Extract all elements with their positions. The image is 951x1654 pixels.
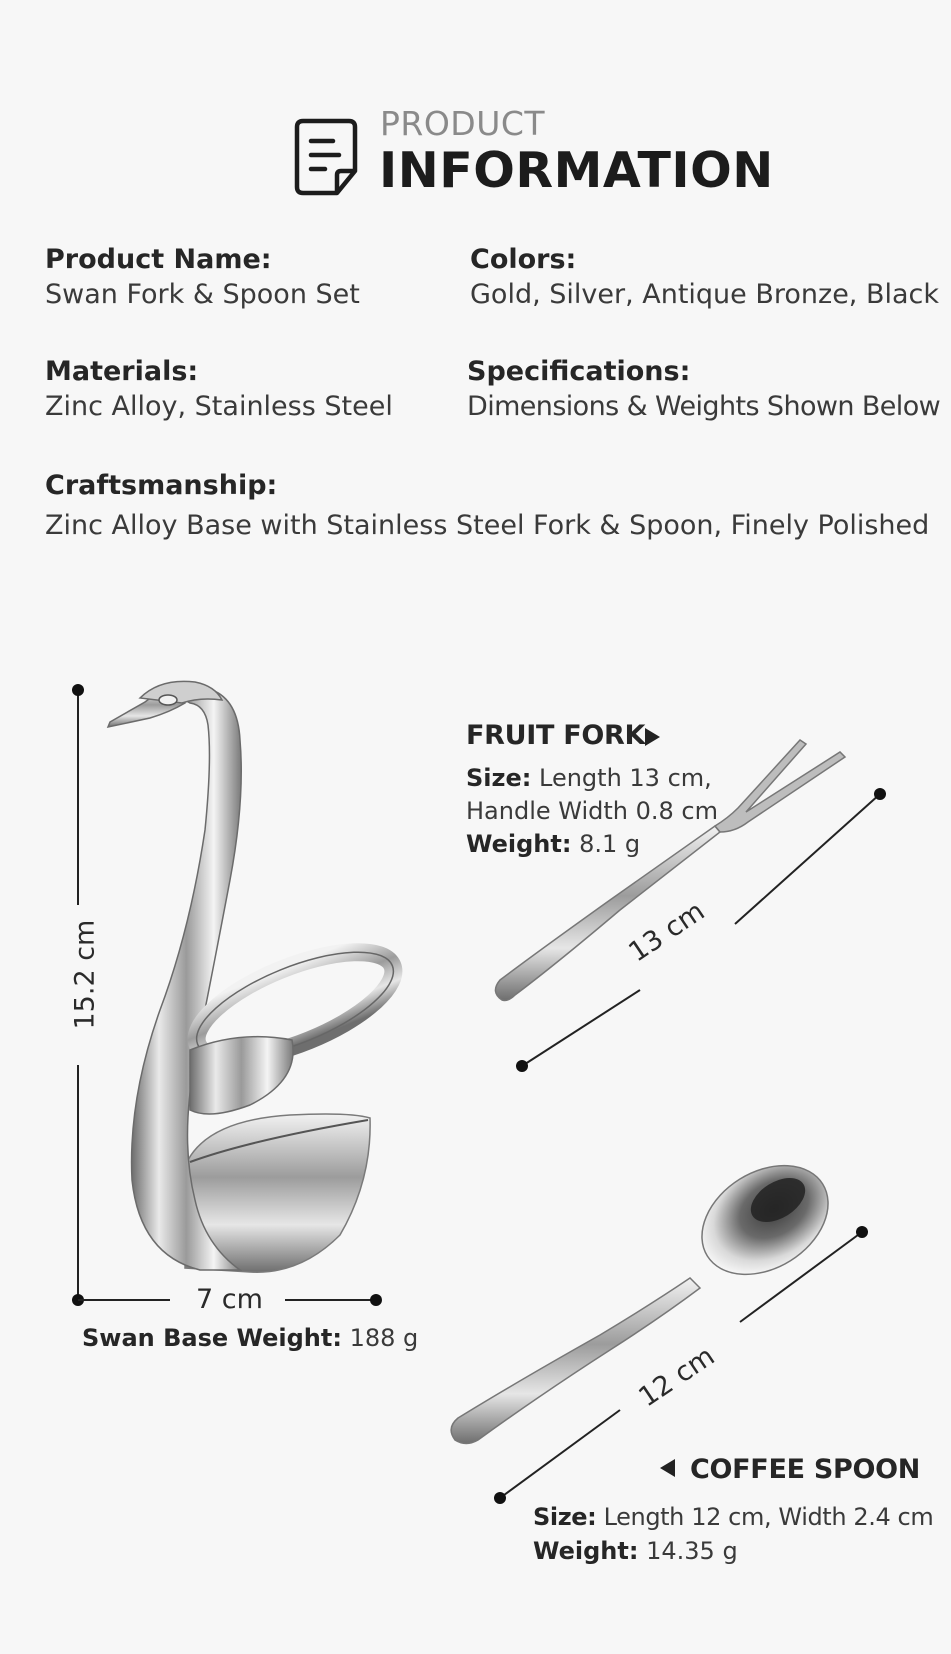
fork-title: FRUIT FORK (466, 720, 646, 751)
header-title-small: PRODUCT (380, 104, 546, 143)
spoon-weight-label: Weight: (533, 1537, 639, 1565)
swan-height-label: 15.2 cm (69, 919, 101, 1030)
product-name-value: Swan Fork & Spoon Set (45, 279, 360, 310)
craftsmanship-label: Craftsmanship: (45, 470, 278, 501)
swan-weight-value: 188 g (349, 1324, 419, 1352)
spoon-title: COFFEE SPOON (690, 1454, 921, 1485)
fork-length-label: 13 cm (623, 895, 711, 969)
specifications-value: Dimensions & Weights Shown Below (467, 391, 941, 422)
fork-size-label: Size: (466, 764, 532, 792)
materials-label: Materials: (45, 356, 199, 387)
spoon-arrow-icon (660, 1459, 675, 1477)
colors-label: Colors: (470, 244, 577, 275)
fork-weight-label: Weight: (466, 830, 572, 858)
spoon-length-label: 12 cm (633, 1340, 721, 1414)
specifications-label: Specifications: (467, 356, 691, 387)
craftsmanship-value: Zinc Alloy Base with Stainless Steel Fork & Spoon, Finely Polished (45, 510, 930, 541)
fork-arrow-icon (645, 728, 660, 746)
materials-value: Zinc Alloy, Stainless Steel (45, 391, 393, 422)
colors-value: Gold, Silver, Antique Bronze, Black (470, 279, 940, 310)
fork-size-value-2: Handle Width 0.8 cm (466, 797, 718, 825)
fork-size-value: Length 13 cm, (539, 764, 712, 792)
swan-base-image (108, 681, 407, 1272)
header-title: INFORMATION (379, 142, 774, 199)
spoon-size-label: Size: (533, 1503, 597, 1531)
fork-weight-value: 8.1 g (579, 830, 641, 858)
product-name-label: Product Name: (45, 244, 272, 275)
swan-width-label: 7 cm (196, 1284, 263, 1315)
spoon-weight-value: 14.35 g (646, 1537, 738, 1565)
swan-weight-label: Swan Base Weight: (82, 1324, 342, 1352)
spoon-size-value: Length 12 cm, Width 2.4 cm (603, 1503, 934, 1531)
